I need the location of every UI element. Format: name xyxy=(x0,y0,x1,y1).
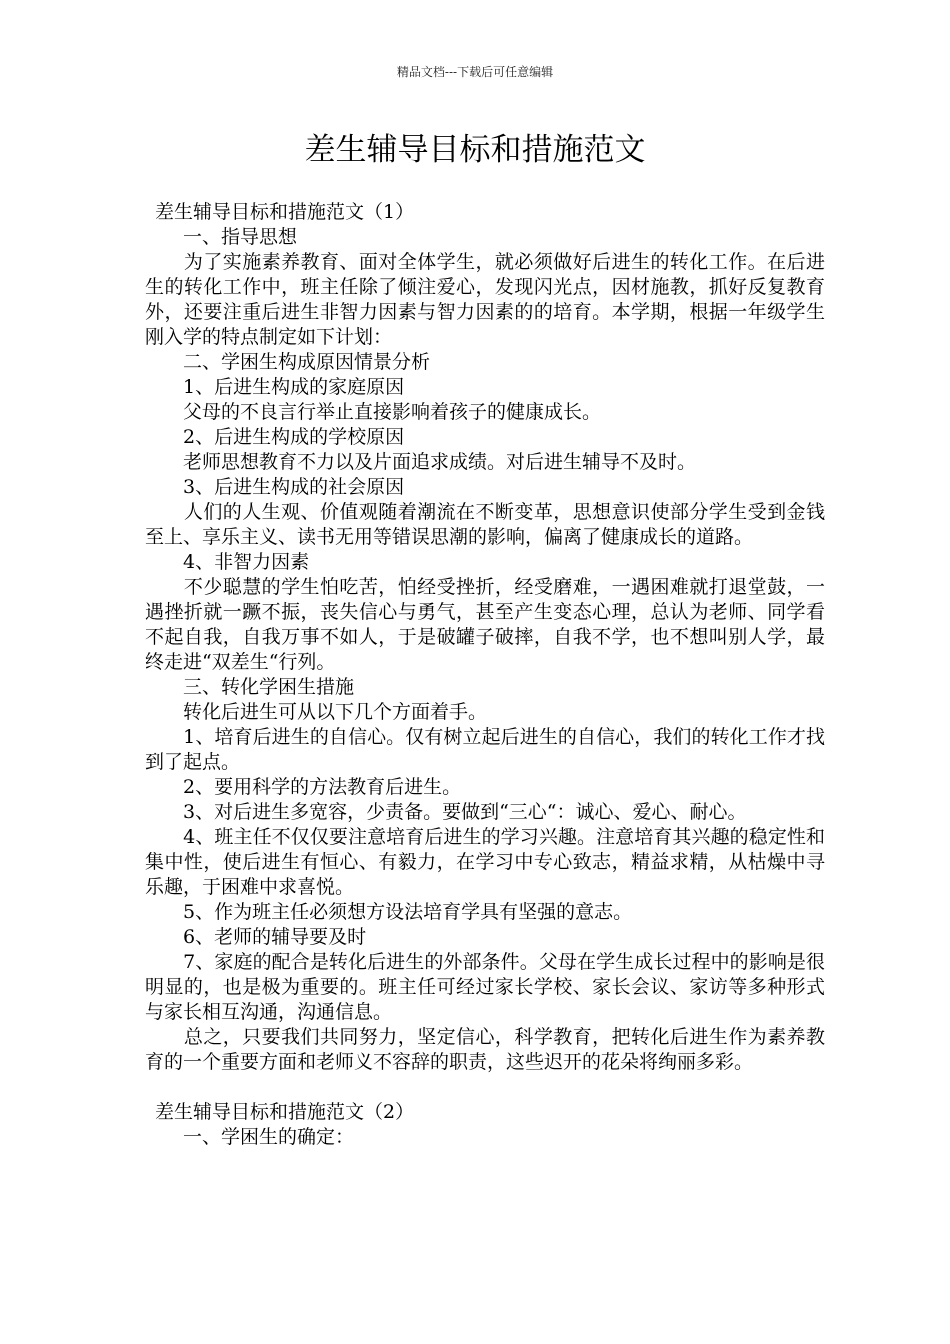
paragraph: 转化后进生可从以下几个方面着手。 xyxy=(145,701,488,723)
paragraph: 一、指导思想 xyxy=(145,226,298,248)
paragraph: 三、转化学困生措施 xyxy=(145,676,355,698)
paragraph: 一、学困生的确定： xyxy=(145,1126,355,1148)
page-header-note: 精品文档---下载后可任意编辑 xyxy=(396,65,554,79)
paragraph: 4、非智力因素 xyxy=(145,551,310,573)
paragraph: 为了实施素养教育、面对全体学生，就必须做好后进生的转化工作。在后进生的转化工作中，班主任除了倾注爱心，发现闪光点，因材施教，抓好反复教育外，还要注重后进生非智力因素与智力因素的的培育。本学期，根据一年级学生刚入学的特点制定如下计划： xyxy=(145,251,825,348)
paragraph: 2、要用科学的方法教育后进生。 xyxy=(145,776,462,798)
document-title: 差生辅导目标和措施范文 xyxy=(304,132,646,168)
paragraph: 二、学困生构成原因情景分析 xyxy=(145,351,431,373)
paragraph: 1、后进生构成的家庭原因 xyxy=(145,376,405,398)
paragraph: 6、老师的辅导要及时 xyxy=(145,926,367,948)
paragraph: 3、后进生构成的社会原因 xyxy=(145,476,405,498)
section-2-heading: 差生辅导目标和措施范文（2） xyxy=(155,1101,415,1123)
paragraph: 人们的人生观、价值观随着潮流在不断变革，思想意识使部分学生受到金钱至上、享乐主义、读书无用等错误思潮的影响，偏离了健康成长的道路。 xyxy=(145,501,825,548)
section-spacer xyxy=(145,1075,825,1100)
paragraph: 7、家庭的配合是转化后进生的外部条件。父母在学生成长过程中的影响是很明显的，也是极为重要的。班主任可经过家长学校、家长会议、家访等多种形式与家长相互沟通，沟通信息。 xyxy=(145,951,825,1023)
paragraph: 1、培育后进生的自信心。仅有树立起后进生的自信心，我们的转化工作才找到了起点。 xyxy=(145,726,825,773)
paragraph: 4、班主任不仅仅要注意培育后进生的学习兴趣。注意培育其兴趣的稳定性和集中性，使后进生有恒心、有毅力，在学习中专心致志，精益求精，从枯燥中寻乐趣，于困难中求喜悦。 xyxy=(145,826,825,898)
paragraph: 不少聪慧的学生怕吃苦，怕经受挫折，经受磨难，一遇困难就打退堂鼓，一遇挫折就一蹶不振，丧失信心与勇气，甚至产生变态心理，总认为老师、同学看不起自我，自我万事不如人，于是破罐子破摔，自我不学，也不想叫别人学，最终走进“双差生“行列。 xyxy=(145,576,825,673)
paragraph: 总之，只要我们共同努力，坚定信心，科学教育，把转化后进生作为素养教育的一个重要方面和老师义不容辞的职责，这些迟开的花朵将绚丽多彩。 xyxy=(145,1026,825,1073)
section-1-heading: 差生辅导目标和措施范文（1） xyxy=(155,201,415,223)
paragraph: 2、后进生构成的学校原因 xyxy=(145,426,405,448)
paragraph: 老师思想教育不力以及片面追求成绩。对后进生辅导不及时。 xyxy=(145,451,697,473)
document-body xyxy=(145,200,825,1150)
paragraph: 父母的不良言行举止直接影响着孩子的健康成长。 xyxy=(145,401,602,423)
paragraph: 3、对后进生多宽容，少责备。要做到“三心“：诚心、爱心、耐心。 xyxy=(145,801,747,823)
paragraph: 5、作为班主任必须想方设法培育学具有坚强的意志。 xyxy=(145,901,633,923)
